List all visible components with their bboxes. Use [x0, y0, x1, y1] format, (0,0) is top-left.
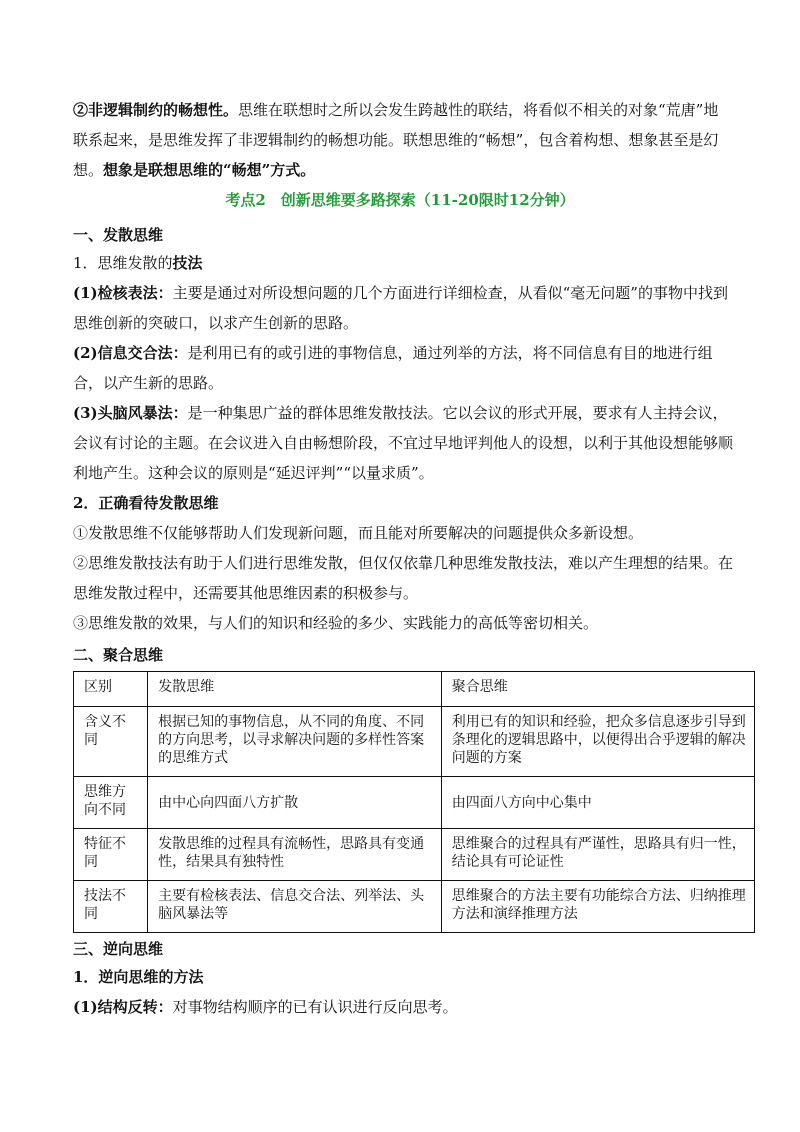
- method-text: 对事物结构顺序的已有认识进行反向思考。: [172, 998, 458, 1016]
- section2-title: 二、聚合思维: [73, 646, 164, 664]
- table-row: [74, 829, 755, 881]
- technique-text: 主要是通过对所设想问题的几个方面进行详细检查，从看似“毫无问题”的事物中找到思维创新的突破口，以求产生创新的思路。: [73, 284, 728, 332]
- table-cell: 由四面八方向中心集中: [441, 777, 754, 829]
- table-cell: 思维聚合的过程具有严谨性，思路具有归一性，结论具有可论证性: [441, 829, 754, 881]
- table-cell: 含义不同: [74, 707, 148, 777]
- table-row: [74, 881, 755, 933]
- technique-item: [73, 278, 733, 338]
- comparison-table: [73, 671, 755, 933]
- view-point: ③思维发散的效果，与人们的知识和经验的多少、实践能力的高低等密切相关。: [73, 614, 599, 632]
- table-header-row: [74, 672, 755, 707]
- technique-text: 是利用已有的或引进的事物信息，通过列举的方法，将不同信息有目的地进行组合，以产生新的思路。: [73, 344, 713, 392]
- table-cell: 由中心向四面八方扩散: [148, 777, 442, 829]
- method-label: (1)结构反转：: [73, 998, 173, 1016]
- section1-sub2: 2．正确看待发散思维: [73, 494, 219, 512]
- technique-item: [73, 398, 733, 488]
- exam-point-heading: 考点2 创新思维要多路探索（11-20限时12分钟）: [225, 191, 575, 209]
- intro-body: 思维在联想时之所以会发生跨越性的联结，将看似不相关的对象“荒唐”地联系起来，是思维发挥了非逻辑制约的畅想功能。联想思维的“畅想”，包含着构想、想象甚至是幻想。: [73, 101, 719, 179]
- section1-sub1-bold: 技法: [172, 254, 203, 272]
- section1-sub1: [73, 248, 733, 278]
- table-cell: 根据已知的事物信息，从不同的角度、不同的方向思考，以寻求解决问题的多样性答案的思维方式: [148, 707, 442, 777]
- table-header-cell: 发散思维: [148, 672, 442, 707]
- table-cell: 特征不同: [74, 829, 148, 881]
- table-header-cell: 区别: [74, 672, 148, 707]
- table-cell: 主要有检核表法、信息交合法、列举法、头脑风暴法等: [148, 881, 442, 933]
- section3-title: 三、逆向思维: [73, 940, 164, 958]
- table-cell: 思维方向不同: [74, 777, 148, 829]
- method-item: [73, 992, 733, 1022]
- view-point: ①发散思维不仅能够帮助人们发现新问题，而且能对所要解决的问题提供众多新设想。: [73, 524, 644, 542]
- technique-text: 是一种集思广益的群体思维发散技法。它以会议的形式开展，要求有人主持会议，会议有讨论的主题。在会议进入自由畅想阶段，不宜过早地评判他人的设想，以利于其他设想能够顺利地产生。这种会议的原则是“延迟评判”“以量求质”。: [73, 404, 734, 482]
- technique-label: (1)检核表法：: [73, 284, 173, 302]
- table-cell: 发散思维的过程具有流畅性，思路具有变通性，结果具有独特性: [148, 829, 442, 881]
- table-header-cell: 聚合思维: [441, 672, 754, 707]
- technique-item: [73, 338, 733, 398]
- intro-bold-tail: 想象是联想思维的“畅想”方式。: [103, 161, 316, 179]
- table-cell: 技法不同: [74, 881, 148, 933]
- section3-sub1: 1．逆向思维的方法: [73, 968, 204, 986]
- table-cell: 利用已有的知识和经验，把众多信息逐步引导到条理化的逻辑思路中，以便得出合乎逻辑的解决问题的方案: [441, 707, 754, 777]
- intro-bold-lead: ②非逻辑制约的畅想性。: [73, 101, 239, 119]
- table-row: [74, 707, 755, 777]
- section1-title: 一、发散思维: [73, 226, 164, 244]
- table-cell: 思维聚合的方法主要有功能综合方法、归纳推理方法和演绎推理方法: [441, 881, 754, 933]
- technique-label: (2)信息交合法：: [73, 344, 188, 362]
- technique-label: (3)头脑风暴法：: [73, 404, 188, 422]
- view-point: ②思维发散技法有助于人们进行思维发散，但仅仅依靠几种思维发散技法，难以产生理想的结果。在思维发散过程中，还需要其他思维因素的积极参与。: [73, 554, 734, 602]
- intro-paragraph: [73, 95, 733, 185]
- table-row: [74, 777, 755, 829]
- section1-sub1-prefix: 1．思维发散的: [73, 254, 173, 272]
